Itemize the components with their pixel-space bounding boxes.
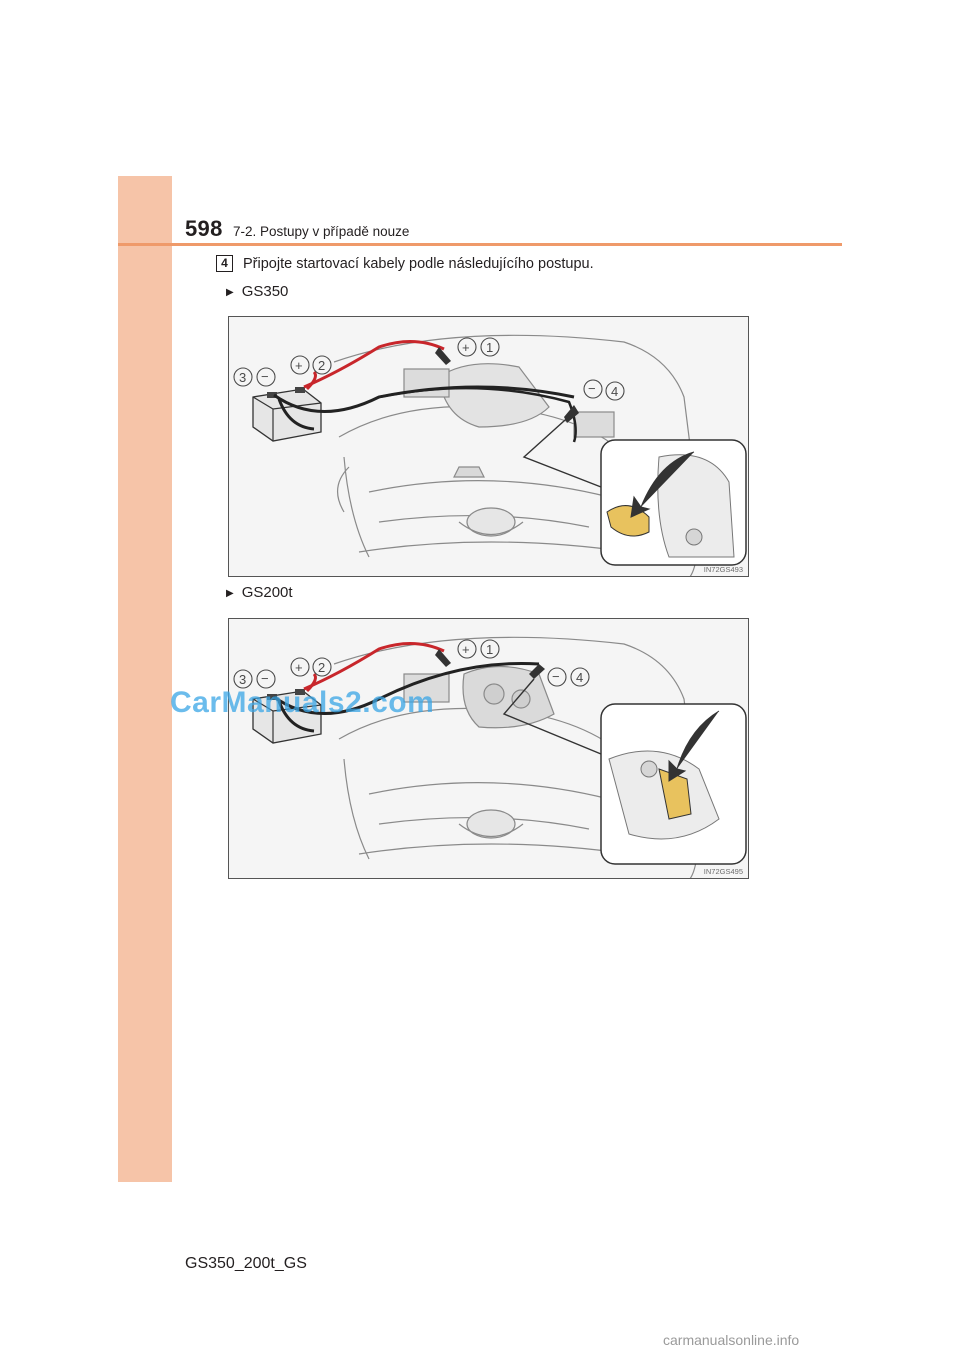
svg-text:−: −	[261, 671, 269, 686]
figure-gs350-jump-start	[228, 316, 749, 577]
engine-illustration-gs350	[229, 317, 749, 577]
callout-label: 1	[486, 340, 494, 355]
engine-illustration-gs200t	[229, 619, 749, 879]
figure-code: IN72GS495	[703, 867, 743, 876]
header-rule	[118, 243, 842, 246]
terminal-closeup-inset	[601, 440, 746, 565]
callout-label: 4	[576, 670, 584, 685]
svg-text:+: +	[295, 358, 303, 373]
callout-label: 3	[239, 370, 247, 385]
bullet-arrow-icon: ▶	[226, 588, 234, 599]
svg-text:−: −	[588, 381, 596, 396]
callout-label: 2	[318, 660, 326, 675]
callout-label: 2	[318, 358, 326, 373]
terminal-closeup-inset	[601, 704, 746, 864]
callout-label: 3	[239, 672, 247, 687]
svg-text:+: +	[295, 660, 303, 675]
figure-heading-gs200t	[226, 584, 293, 601]
page-number: 598	[185, 216, 223, 241]
footer-model-code: GS350_200t_GS	[185, 1255, 307, 1272]
svg-text:+: +	[462, 340, 470, 355]
figure-heading-label: GS350	[241, 283, 289, 300]
svg-text:−: −	[261, 369, 269, 384]
bullet-arrow-icon: ▶	[226, 287, 234, 298]
site-watermark: carmanualsonline.info	[663, 1332, 800, 1348]
svg-text:+: +	[462, 642, 470, 657]
carmanuals-watermark: CarManuals2.com	[170, 686, 435, 719]
callout-label: 4	[611, 384, 619, 399]
step-instruction: Připojte startovací kabely podle následujícího postupu.	[243, 256, 594, 272]
figure-heading-gs350	[226, 283, 288, 300]
step-number-badge: 4	[216, 255, 233, 272]
callout-label: 1	[486, 642, 494, 657]
figure-heading-label: GS200t	[241, 584, 293, 601]
chapter-side-band	[118, 176, 172, 1182]
svg-text:−: −	[552, 669, 560, 684]
figure-code: IN72GS493	[703, 565, 743, 574]
section-title: 7-2. Postupy v případě nouze	[233, 224, 410, 239]
figure-gs200t-jump-start	[228, 618, 749, 879]
